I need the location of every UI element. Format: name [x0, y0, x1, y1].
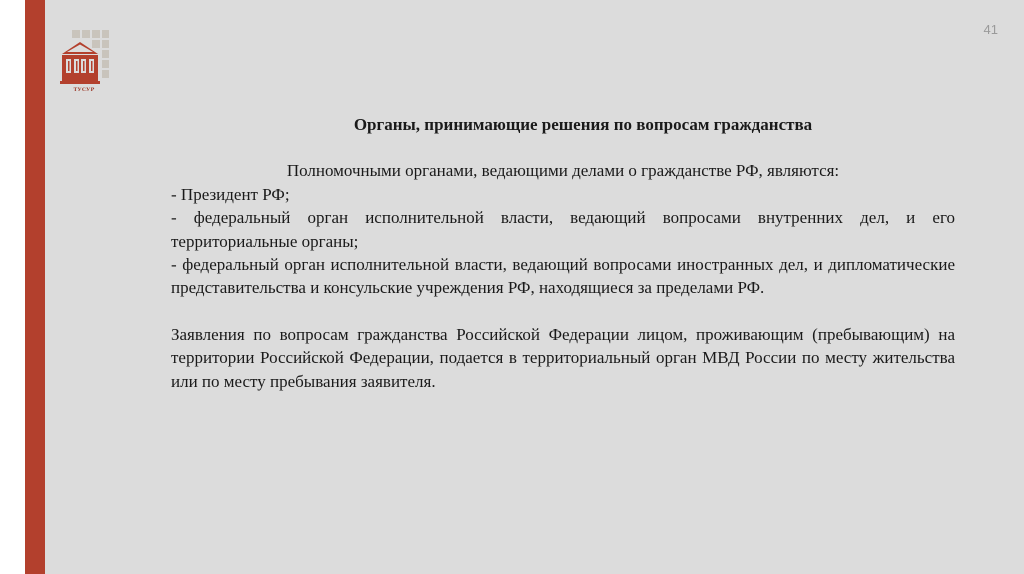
intro-text: Полномочными органами, ведающими делами о гражданстве РФ, являются:	[286, 161, 840, 181]
slide-content	[171, 113, 955, 393]
accent-bar	[25, 0, 45, 574]
slide-number: 41	[983, 22, 998, 37]
paragraph-spacer	[171, 300, 955, 323]
page-title: Органы, принимающие решения по вопросам гражданства	[353, 115, 813, 134]
logo-caption: ТУСУР	[73, 87, 95, 93]
list-item: - федеральный орган исполнительной власти, ведающий вопросами иностранных дел, и дипломатические представительства и консульские учреждения РФ, находящиеся за пределами РФ.	[171, 255, 955, 298]
list-item: - федеральный орган исполнительной власти, ведающий вопросами внутренних дел, и его территориальные органы;	[171, 208, 955, 251]
left-margin-band	[0, 0, 25, 574]
list-item: - Президент РФ;	[171, 184, 290, 204]
body-paragraph: Заявления по вопросам гражданства Российской Федерации лицом, проживающим (пребывающим) на территории Российской Федерации, подается в территориальный орган МВД России по месту жительства или по месту пребывания заявителя.	[171, 324, 955, 391]
